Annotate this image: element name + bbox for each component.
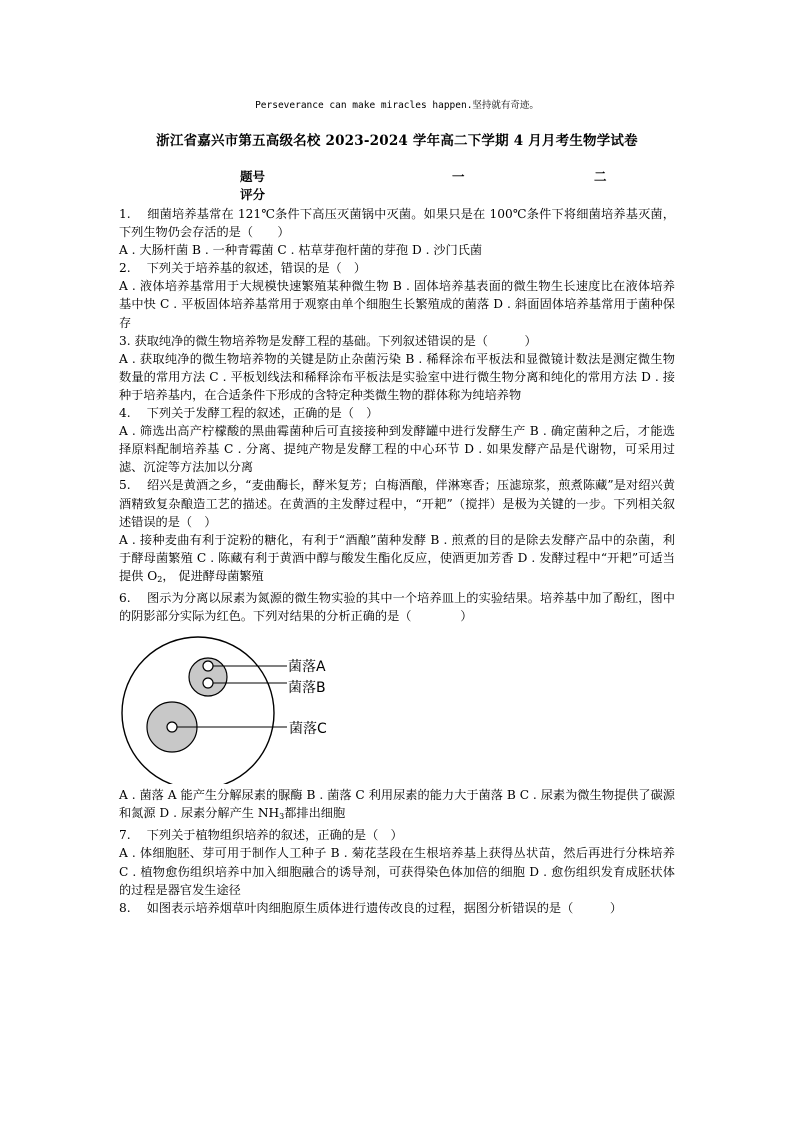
colony-b — [203, 678, 213, 688]
question-3-stem: 3. 获取纯净的微生物培养物是发酵工程的基础。下列叙述错误的是（ ） — [119, 333, 537, 348]
score-table-row-label-score: 评分 — [240, 187, 266, 202]
ammonia-subscript: 3 — [279, 812, 285, 822]
question-5-stem: 5. 绍兴是黄酒之乡，“麦曲酶长，酵米复芳；白梅酒酿，伴淋寒香；压滤琼浆，煎煮陈藏”是对绍兴黄酒精致复杂酿造工艺的描述。在黄酒的主发酵过程中，“开耙”（搅拌）是极为关键的一步。下列相关叙述错误的是（ ） — [119, 478, 675, 529]
oxygen-subscript: 2 — [157, 574, 163, 584]
paper-title: 浙江省嘉兴市第五高级名校 2023-2024 学年高二下学期 4 月月考生物学试卷 — [156, 133, 638, 149]
petri-dish-outline — [122, 637, 274, 784]
question-7-options: A . 体细胞胚、芽可用于制作人工种子 B . 菊花茎段在生根培养基上获得丛状苗，然后再进行分株培养 C . 植物愈伤组织培养中加入细胞融合的诱导剂，可获得染色体加倍的细胞 D . 愈伤组织发育成胚状体的过程是器官发生途径 — [119, 846, 675, 897]
question-5-options-part-2: ， 促进酵母菌繁殖 — [162, 568, 264, 583]
question-list — [119, 205, 675, 917]
score-table-col-2: 二 — [594, 169, 607, 184]
question-2-options: A . 液体培养基常用于大规模快速繁殖某种微生物 B . 固体培养基表面的微生物生长速度比在液体培养基中快 C . 平板固体培养基常用于观察由单个细胞生长繁殖成的菌落 D . 斜面固体培养基常用于菌种保存 — [119, 279, 675, 330]
label-colony-b: 菌落B — [288, 680, 326, 697]
question-6-options-part-2: 都排出细胞 — [284, 806, 346, 821]
question-7-stem: 7. 下列关于植物组织培养的叙述，正确的是（ ） — [119, 828, 403, 843]
score-table-col-1: 一 — [452, 169, 465, 184]
score-table — [0, 167, 794, 203]
question-2-stem: 2. 下列关于培养基的叙述，错误的是（ ） — [119, 261, 367, 276]
score-table-row-label-number: 题号 — [240, 169, 266, 184]
question-8-stem: 8. 如图表示培养烟草叶肉细胞原生质体进行遗传改良的过程，据图分析错误的是（ ） — [119, 900, 623, 915]
question-4-options: A . 筛选出高产柠檬酸的黑曲霉菌种后可直接接种到发酵罐中进行发酵生产 B . 确定菌种之后，才能选择原料配制培养基 C . 分离、提纯产物是发酵工程的中心环节 D . 如果发酵产品是代谢物，可采用过滤、沉淀等方法加以分离 — [119, 424, 675, 475]
question-1-stem: 1. 细菌培养基常在 121℃条件下高压灭菌锅中灭菌。如果只是在 100℃条件下将细菌培养基灭菌，下列生物仍会存活的是（ ） — [119, 207, 675, 240]
question-6-options-part-1: A . 菌落 A 能产生分解尿素的脲酶 B . 菌落 C 利用尿素的能力大于菌落 B C . 尿素为微生物提供了碳源和氮源 D . 尿素分解产生 NH — [119, 788, 675, 821]
colony-a — [203, 661, 213, 671]
question-3-options: A . 获取纯净的微生物培养物的关键是防止杂菌污染 B . 稀释涂布平板法和显微镜计数法是测定微生物数量的常用方法 C . 平板划线法和稀释涂布平板法是实验室中进行微生物分离和纯化的常用方法 D . 接种于培养基内，在合适条件下形成的含特定种类微生物的群体称为纯培养物 — [119, 351, 675, 402]
header-motto: Perseverance can make miracles happen.坚持就有奇迹。 — [255, 100, 539, 111]
petri-dish-figure — [119, 634, 359, 784]
question-5-options — [119, 531, 675, 589]
label-colony-a: 菌落A — [288, 659, 326, 676]
question-4-stem: 4. 下列关于发酵工程的叙述，正确的是（ ） — [119, 406, 379, 421]
colony-c — [167, 722, 177, 732]
question-1-options: A . 大肠杆菌 B . 一种青霉菌 C . 枯草芽孢杆菌的芽孢 D . 沙门氏菌 — [119, 243, 483, 258]
label-colony-c: 菌落C — [289, 721, 327, 738]
question-5-options-part-1: A . 接种麦曲有利于淀粉的糖化，有利于“酒酿”菌种发酵 B . 煎煮的目的是除去发酵产品中的杂菌，利于酵母菌繁殖 C . 陈藏有利于黄酒中醇与酸发生酯化反应，使酒更加芳香 D . 发酵过程中“开耙”可适当提供 O — [119, 532, 675, 583]
question-6-stem: 6. 图示为分离以尿素为氮源的微生物实验的其中一个培养皿上的实验结果。培养基中加了酚红，图中的阴影部分实际为红色。下列对结果的分析正确的是（ ） — [119, 590, 675, 624]
question-6-options — [119, 786, 675, 826]
